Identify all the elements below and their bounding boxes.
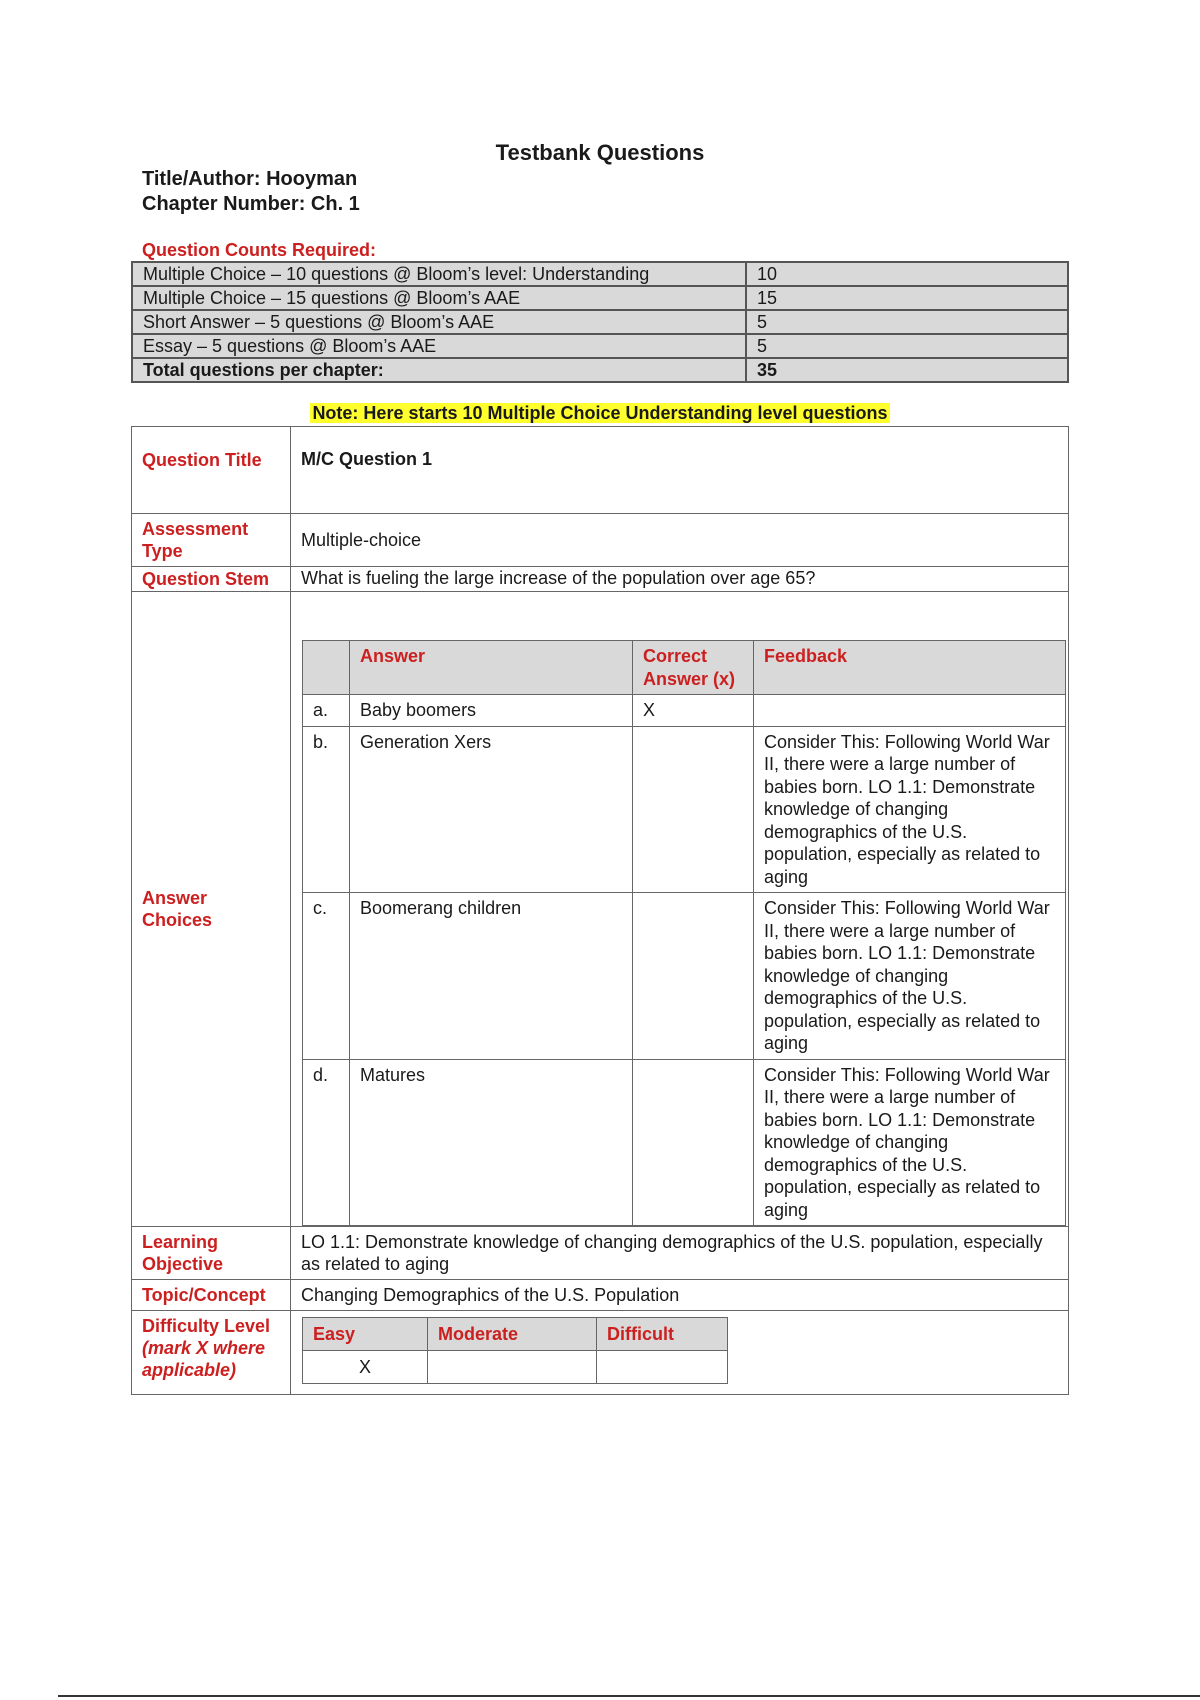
answer-row — [303, 695, 1066, 727]
difficulty-header-row — [303, 1318, 728, 1351]
footer-rule — [58, 1695, 1200, 1697]
topic-label: Topic/Concept — [132, 1280, 291, 1311]
answer-row — [303, 893, 1066, 1060]
answer-header-row — [303, 641, 1066, 695]
answer-correct — [633, 726, 754, 893]
question-stem-value: What is fueling the large increase of the population over age 65? — [291, 567, 1069, 592]
learning-objective-value: LO 1.1: Demonstrate knowledge of changing demographics of the U.S. population, especially as related to aging — [291, 1227, 1069, 1280]
counts-label: Multiple Choice – 10 questions @ Bloom’s level: Understanding — [132, 262, 746, 286]
counts-heading: Question Counts Required: — [142, 240, 376, 260]
question-title-value: M/C Question 1 — [291, 427, 1069, 514]
question-counts-table — [131, 261, 1069, 383]
counts-total-row — [132, 358, 1068, 382]
difficulty-note: (mark X where applicable) — [142, 1338, 266, 1380]
page-title: Testbank Questions — [495, 140, 705, 165]
answer-letter: a. — [303, 695, 350, 727]
difficulty-easy: Easy — [303, 1318, 428, 1351]
counts-row — [132, 286, 1068, 310]
answer-choices-row — [132, 592, 1069, 1227]
counts-total-value: 35 — [746, 358, 1068, 382]
answer-choices-label: Answer Choices — [132, 592, 291, 1227]
counts-row — [132, 334, 1068, 358]
difficulty-table — [302, 1317, 728, 1384]
difficulty-mark — [597, 1351, 728, 1384]
answer-letter: c. — [303, 893, 350, 1060]
counts-row — [132, 262, 1068, 286]
assessment-type-label: Assessment Type — [132, 514, 291, 567]
title-author: Title/Author: Hooyman — [142, 168, 358, 190]
answer-letter: d. — [303, 1059, 350, 1226]
answer-text: Boomerang children — [350, 893, 633, 1060]
correct-header: Correct Answer (x) — [633, 641, 754, 695]
note-highlight: Note: Here starts 10 Multiple Choice Understanding level questions — [312, 403, 888, 423]
answer-choices-table — [302, 640, 1066, 1226]
difficulty-mark: X — [303, 1351, 428, 1384]
counts-value: 10 — [746, 262, 1068, 286]
difficulty-label: Difficulty Level — [142, 1316, 271, 1336]
learning-objective-label: Learning Objective — [132, 1227, 291, 1280]
difficulty-label-cell — [132, 1311, 291, 1395]
answer-feedback: Consider This: Following World War II, there were a large number of babies born. LO 1.1: Demonstrate knowledge of changing demographics of the U.S. population, especially as related to aging — [754, 893, 1066, 1060]
feedback-header: Feedback — [754, 641, 1066, 695]
counts-value: 15 — [746, 286, 1068, 310]
counts-value: 5 — [746, 334, 1068, 358]
answer-correct — [633, 893, 754, 1060]
answer-text: Matures — [350, 1059, 633, 1226]
assessment-type-value: Multiple-choice — [291, 514, 1069, 567]
counts-label: Short Answer – 5 questions @ Bloom’s AAE — [132, 310, 746, 334]
difficulty-cell — [291, 1311, 1069, 1395]
answer-header: Answer — [350, 641, 633, 695]
counts-label: Multiple Choice – 15 questions @ Bloom’s AAE — [132, 286, 746, 310]
answer-row — [303, 726, 1066, 893]
answer-correct — [633, 1059, 754, 1226]
learning-objective-row — [132, 1227, 1069, 1280]
difficulty-mark — [428, 1351, 597, 1384]
answer-feedback: Consider This: Following World War II, there were a large number of babies born. LO 1.1: Demonstrate knowledge of changing demographics of the U.S. population, especially as related to aging — [754, 726, 1066, 893]
question-stem-row — [132, 567, 1069, 592]
answer-feedback — [754, 695, 1066, 727]
answer-text: Generation Xers — [350, 726, 633, 893]
counts-total-label: Total questions per chapter: — [132, 358, 746, 382]
answer-text: Baby boomers — [350, 695, 633, 727]
answer-choices-cell — [291, 592, 1069, 1227]
answer-feedback: Consider This: Following World War II, there were a large number of babies born. LO 1.1: Demonstrate knowledge of changing demographics of the U.S. population, especially as related to aging — [754, 1059, 1066, 1226]
difficulty-row — [132, 1311, 1069, 1395]
answer-row — [303, 1059, 1066, 1226]
answer-correct: X — [633, 695, 754, 727]
question-table — [131, 426, 1069, 1395]
counts-label: Essay – 5 questions @ Bloom’s AAE — [132, 334, 746, 358]
question-title-label: Question Title — [132, 427, 291, 514]
counts-value: 5 — [746, 310, 1068, 334]
difficulty-difficult: Difficult — [597, 1318, 728, 1351]
question-stem-label: Question Stem — [132, 567, 291, 592]
chapter-number: Chapter Number: Ch. 1 — [142, 193, 360, 215]
question-title-row — [132, 427, 1069, 514]
counts-row — [132, 310, 1068, 334]
section-note — [0, 403, 1200, 424]
assessment-type-row — [132, 514, 1069, 567]
difficulty-moderate: Moderate — [428, 1318, 597, 1351]
letter-header — [303, 641, 350, 695]
difficulty-mark-row — [303, 1351, 728, 1384]
topic-row — [132, 1280, 1069, 1311]
topic-value: Changing Demographics of the U.S. Population — [291, 1280, 1069, 1311]
answer-letter: b. — [303, 726, 350, 893]
